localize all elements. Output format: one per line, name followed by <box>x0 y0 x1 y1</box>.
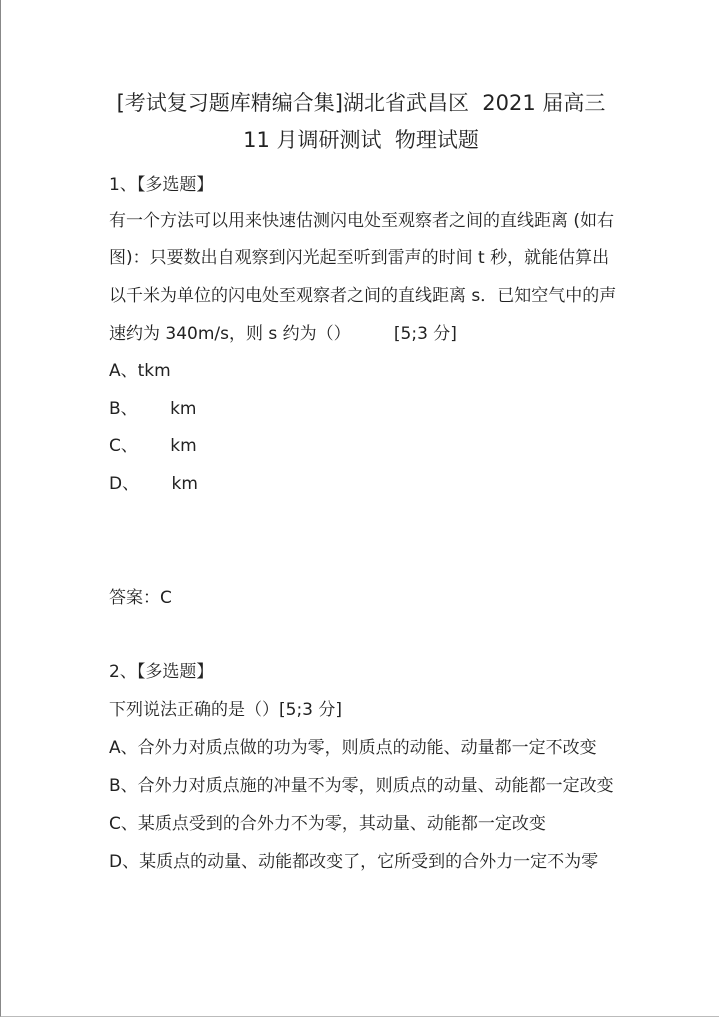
q2-header: 2、【多选题】 <box>109 662 214 682</box>
q1-body-line: 有一个方法可以用来快速估测闪电处至观察者之间的直线距离 (如右 <box>109 211 615 231</box>
q1-body-line: 速约为 340m/s，则 s 约为（） [5;3 分] <box>109 324 457 344</box>
q1-option-a: A、tkm <box>109 361 171 381</box>
q2-body-line: 下列说法正确的是（）[5;3 分] <box>109 700 343 720</box>
q1-body-line: 图)：只要数出自观察到闪光起至听到雷声的时间 t 秒，就能估算出 <box>109 248 610 268</box>
q1-option-d: D、 km <box>109 474 198 494</box>
q2-option-b: B、合外力对质点施的冲量不为零，则质点的动量、动能都一定改变 <box>109 776 614 796</box>
q2-option-d: D、某质点的动量、动能都改变了，它所受到的合外力一定不为零 <box>109 852 599 872</box>
q1-answer: 答案：C <box>109 588 172 608</box>
q2-option-c: C、某质点受到的合外力不为零，其动量、动能都一定改变 <box>109 814 546 834</box>
q1-body-line: 以千米为单位的闪电处至观察者之间的直线距离 s．已知空气中的声 <box>109 286 617 306</box>
document-title-line-2: 11 月调研测试 物理试题 <box>243 128 479 152</box>
q1-option-c: C、 km <box>109 436 197 456</box>
q2-option-a: A、合外力对质点做的功为零，则质点的动能、动量都一定不改变 <box>109 738 597 758</box>
q1-option-b: B、 km <box>109 399 197 419</box>
document-title-line-1: [考试复习题库精编合集]湖北省武昌区 2021 届高三 <box>116 91 606 115</box>
q1-header: 1、【多选题】 <box>109 175 214 195</box>
